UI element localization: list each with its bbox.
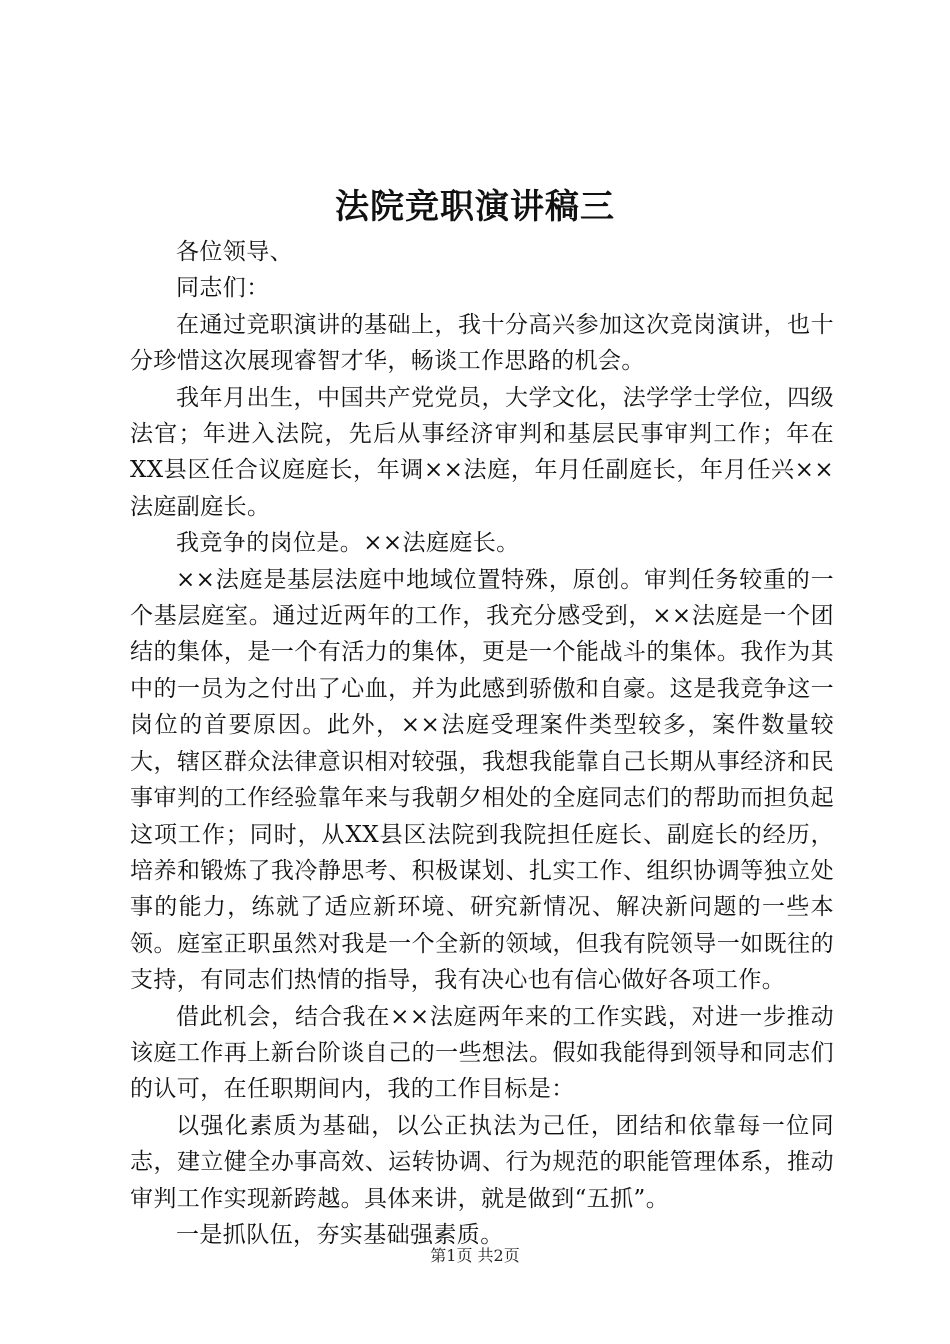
paragraph-opening: 在通过竞职演讲的基础上，我十分高兴参加这次竞岗演讲，也十分珍惜这次展现睿智才华，畅谈工作思路的机会。 [130, 311, 834, 375]
page-number-footer: 第1页 共2页 [430, 1246, 520, 1265]
document-body [130, 234, 834, 1253]
paragraph-point-one: 一是抓队伍，夯实基础强素质。 [176, 1221, 504, 1248]
paragraph-background: 我年月出生，中国共产党党员，大学文化，法学学士学位，四级法官；年进入法院，先后从事经济审判和基层民事审判工作；年在XX县区任合议庭庭长，年调××法庭，年月任副庭长，年月任兴××法庭副庭长。 [130, 384, 834, 520]
salutation-line-1: 各位领导、 [176, 239, 293, 265]
salutation-line-2: 同志们： [176, 275, 270, 302]
paragraph-reasons: ××法庭是基层法庭中地域位置特殊，原创。审判任务较重的一个基层庭室。通过近两年的工作，我充分感受到，××法庭是一个团结的集体，是一个有活力的集体，更是一个能战斗的集体。我作为其中的一员为之付出了心血，并为此感到骄傲和自豪。这是我竞争这一岗位的首要原因。此外，××法庭受理案件类型较多，案件数量较大，辖区群众法律意识相对较强，我想我能靠自己长期从事经济和民事审判的工作经验靠年来与我朝夕相处的全庭同志们的帮助而担负起这项工作；同时，从XX县区法院到我院担任庭长、副庭长的经历，培养和锻炼了我冷静思考、积极谋划、扎实工作、组织协调等独立处事的能力，练就了适应新环境、研究新情况、解决新问题的一些本领。庭室正职虽然对我是一个全新的领域，但我有院领导一如既往的支持，有同志们热情的指导，我有决心也有信心做好各项工作。 [130, 566, 834, 994]
paragraph-ideas-intro: 借此机会，结合我在××法庭两年来的工作实践，对进一步推动该庭工作再上新台阶谈自己的一些想法。假如我能得到领导和同志们的认可，在任职期间内，我的工作目标是： [130, 1003, 834, 1103]
document-title: 法院竞职演讲稿三 [335, 187, 615, 227]
paragraph-position: 我竞争的岗位是。××法庭庭长。 [176, 530, 520, 557]
paragraph-goals: 以强化素质为基础，以公正执法为己任，团结和依靠每一位同志，建立健全办事高效、运转协调、行为规范的职能管理体系，推动审判工作实现新跨越。具体来讲，就是做到“五抓”。 [130, 1112, 834, 1212]
